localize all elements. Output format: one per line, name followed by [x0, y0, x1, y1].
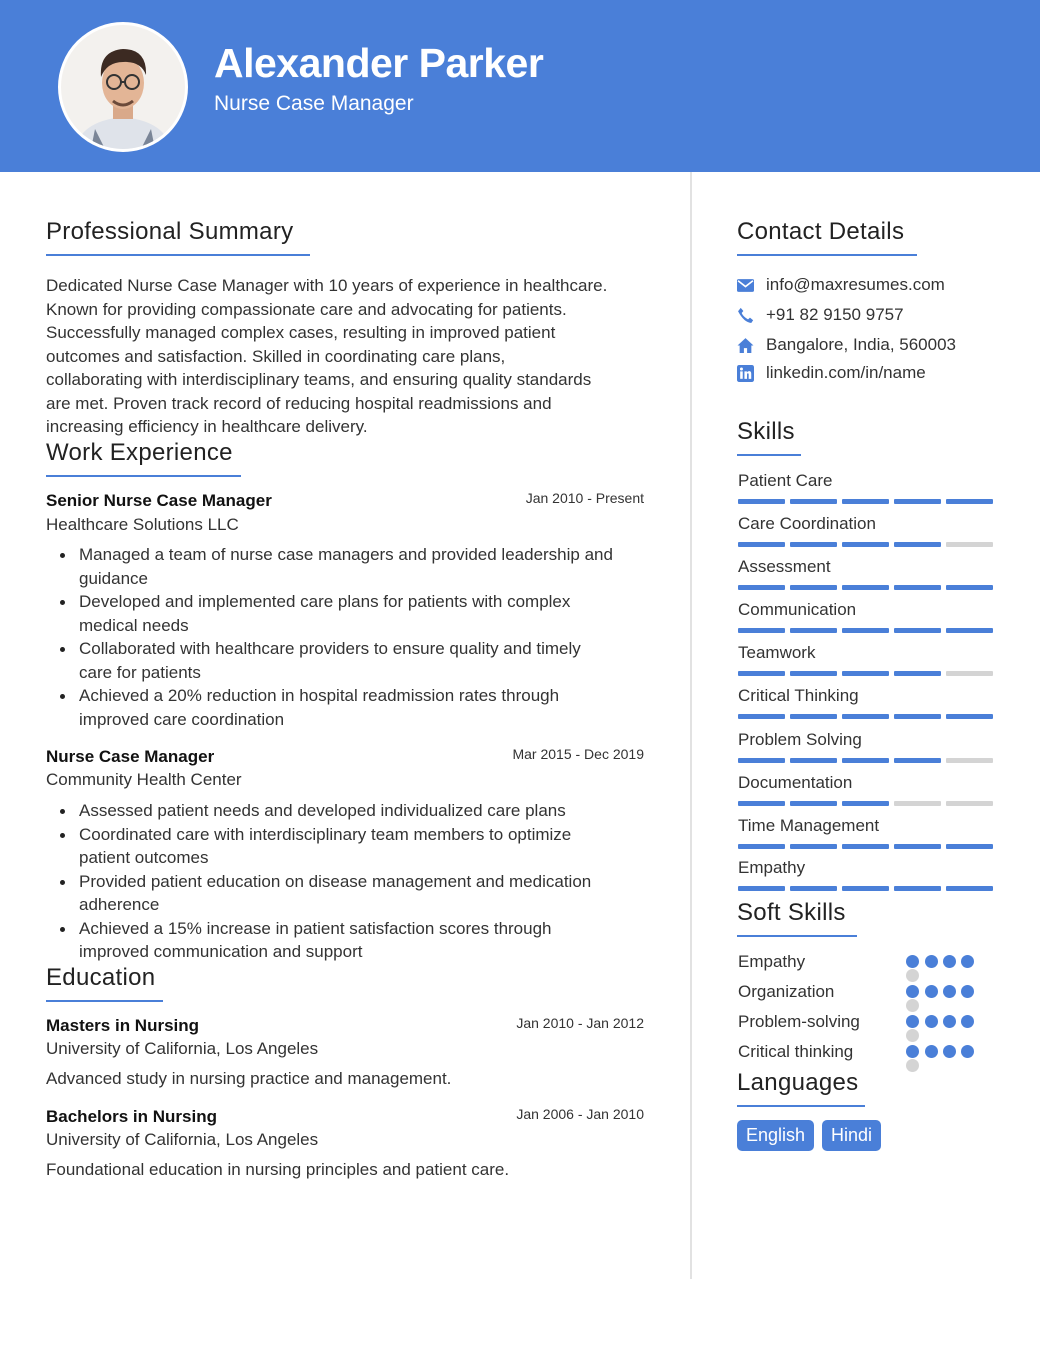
job-title: Nurse Case Manager [46, 747, 215, 766]
skill-level-bar [738, 628, 993, 633]
soft-skill-name: Empathy [738, 952, 806, 971]
skill-level-bar [738, 714, 993, 719]
rating-dot [961, 985, 974, 998]
skill-level-segment [894, 886, 941, 891]
skill-level-segment [894, 628, 941, 633]
rating-dot [925, 955, 938, 968]
soft-skill-name: Problem-solving [738, 1012, 860, 1031]
rating-dot [906, 969, 919, 982]
job-date: Jan 2010 - Present [525, 490, 644, 506]
list-item: Managed a team of nurse case managers and provided leadership and guidance [46, 543, 656, 590]
contact-linkedin[interactable] [737, 363, 926, 383]
profile-photo [58, 22, 188, 152]
rating-dot [925, 1045, 938, 1058]
summary-line: increasing efficiency in healthcare delivery. [46, 417, 368, 436]
skill-level-segment [842, 628, 889, 633]
rating-dot [906, 999, 919, 1012]
skill-level-segment [790, 585, 837, 590]
rating-dot [943, 955, 956, 968]
home-icon [737, 337, 754, 354]
skill-level-bar [738, 671, 993, 676]
list-item: Developed and implemented care plans for patients with complex medical needs [46, 590, 656, 637]
skill-level-segment [946, 844, 993, 849]
candidate-name: Alexander Parker [214, 40, 544, 86]
education-description: Foundational education in nursing principles and patient care. [46, 1160, 510, 1179]
skill-name: Time Management [738, 816, 880, 835]
rating-dot [906, 955, 919, 968]
skills-heading: Skills [737, 418, 801, 456]
rating-dot [925, 1015, 938, 1028]
soft-skill-name: Organization [738, 982, 835, 1001]
rating-dot [943, 1045, 956, 1058]
education-heading: Education [46, 964, 163, 1002]
skill-name: Problem Solving [738, 730, 862, 749]
skill-name: Documentation [738, 773, 853, 792]
skill-level-segment [894, 585, 941, 590]
list-item: Assessed patient needs and developed individualized care plans [46, 799, 656, 823]
skill-level-segment [738, 886, 785, 891]
skill-level-segment [842, 499, 889, 504]
list-item: Achieved a 15% increase in patient satisfaction scores through improved communication and support [46, 917, 656, 964]
summary-text [46, 274, 656, 439]
skill-level-segment [790, 499, 837, 504]
school-name: University of California, Los Angeles [46, 1039, 319, 1058]
job-bullet-list [46, 543, 656, 731]
skill-level-segment [738, 671, 785, 676]
summary-line: Successfully managed complex cases, resulting in improved patient [46, 323, 556, 342]
list-item: Provided patient education on disease management and medication adherence [46, 870, 656, 917]
education-description: Advanced study in nursing practice and management. [46, 1069, 452, 1088]
skill-level-segment [842, 542, 889, 547]
skill-name: Teamwork [738, 643, 816, 662]
skill-name: Communication [738, 600, 857, 619]
skill-name: Critical Thinking [738, 686, 859, 705]
skill-level-segment [738, 585, 785, 590]
skill-level-segment [738, 714, 785, 719]
skill-level-segment [842, 844, 889, 849]
contact-phone[interactable] [737, 305, 904, 325]
candidate-title: Nurse Case Manager [214, 92, 414, 115]
rating-dot [906, 1015, 919, 1028]
skill-level-segment [894, 801, 941, 806]
summary-heading: Professional Summary [46, 218, 310, 256]
email-icon [737, 277, 754, 294]
skill-level-bar [738, 499, 993, 504]
job-date: Mar 2015 - Dec 2019 [512, 746, 644, 762]
skill-level-segment [946, 758, 993, 763]
language-tag: Hindi [822, 1120, 881, 1151]
skill-level-segment [790, 886, 837, 891]
skill-level-bar [738, 844, 993, 849]
skill-level-segment [842, 585, 889, 590]
skill-level-segment [894, 542, 941, 547]
experience-heading: Work Experience [46, 439, 241, 477]
school-name: University of California, Los Angeles [46, 1130, 319, 1149]
linkedin-icon [737, 365, 754, 382]
summary-line: are met. Proven track record of reducing hospital readmissions and [46, 393, 552, 413]
summary-line: Known for providing compassionate care and advocating for patients. [46, 299, 567, 319]
summary-line: outcomes and satisfaction. Skilled in coordinating care plans, [46, 346, 506, 366]
soft-skills-heading: Soft Skills [737, 899, 857, 937]
list-item: Achieved a 20% reduction in hospital readmission rates through improved care coordination [46, 684, 656, 731]
job-bullet-list [46, 799, 656, 964]
skill-level-segment [894, 844, 941, 849]
skill-level-segment [946, 542, 993, 547]
rating-dot [906, 1029, 919, 1042]
summary-line: collaborating with interdisciplinary teams, and ensuring quality standards [46, 370, 592, 389]
skill-level-segment [738, 542, 785, 547]
skill-level-segment [790, 542, 837, 547]
skill-level-bar [738, 758, 993, 763]
skill-level-segment [894, 758, 941, 763]
skill-level-segment [738, 801, 785, 806]
education-date: Jan 2010 - Jan 2012 [516, 1015, 644, 1031]
rating-dot [943, 985, 956, 998]
skill-level-segment [842, 671, 889, 676]
resume-header [0, 0, 1040, 172]
contact-text: info@maxresumes.com [766, 275, 945, 294]
skill-level-segment [946, 801, 993, 806]
degree-title: Bachelors in Nursing [46, 1107, 217, 1126]
contact-heading: Contact Details [737, 218, 917, 256]
skill-level-segment [790, 758, 837, 763]
skill-name: Care Coordination [738, 514, 876, 533]
person-avatar-icon [61, 25, 185, 149]
skill-level-segment [894, 499, 941, 504]
skill-name: Empathy [738, 858, 806, 877]
contact-text: +91 82 9150 9757 [766, 305, 904, 324]
contact-text: Bangalore, India, 560003 [766, 335, 956, 354]
skill-level-segment [842, 758, 889, 763]
skill-level-segment [946, 671, 993, 676]
skill-level-segment [842, 801, 889, 806]
list-item: Collaborated with healthcare providers to ensure quality and timely care for patients [46, 637, 656, 684]
skill-level-segment [790, 671, 837, 676]
rating-dot [906, 1059, 919, 1072]
skill-level-segment [842, 886, 889, 891]
skill-level-bar [738, 542, 993, 547]
skill-name: Assessment [738, 557, 831, 576]
rating-dot [961, 1045, 974, 1058]
education-date: Jan 2006 - Jan 2010 [516, 1106, 644, 1122]
phone-icon [737, 307, 754, 324]
job-organization: Community Health Center [46, 770, 242, 789]
rating-dot [961, 1015, 974, 1028]
languages-heading: Languages [737, 1069, 865, 1107]
skill-level-bar [738, 801, 993, 806]
job-organization: Healthcare Solutions LLC [46, 515, 239, 534]
skill-level-segment [790, 801, 837, 806]
skill-level-segment [738, 499, 785, 504]
skill-level-segment [946, 585, 993, 590]
skill-level-segment [738, 844, 785, 849]
rating-dot [906, 985, 919, 998]
soft-skill-name: Critical thinking [738, 1042, 854, 1061]
rating-dot [943, 1015, 956, 1028]
skill-level-segment [894, 714, 941, 719]
contact-address [737, 335, 956, 355]
list-item: Coordinated care with interdisciplinary team members to optimize patient outcomes [46, 823, 656, 870]
rating-dot [925, 985, 938, 998]
skill-level-segment [946, 499, 993, 504]
column-divider [690, 172, 692, 1279]
summary-line: Dedicated Nurse Case Manager with 10 years of experience in healthcare. [46, 276, 608, 295]
skill-level-segment [946, 628, 993, 633]
rating-dot [961, 955, 974, 968]
contact-text: linkedin.com/in/name [766, 363, 926, 382]
skill-name: Patient Care [738, 471, 833, 490]
skill-level-segment [790, 628, 837, 633]
job-title: Senior Nurse Case Manager [46, 491, 272, 510]
skill-level-bar [738, 886, 993, 891]
skill-level-segment [894, 671, 941, 676]
skill-level-segment [946, 714, 993, 719]
degree-title: Masters in Nursing [46, 1016, 200, 1035]
contact-email[interactable] [737, 275, 945, 295]
skill-level-segment [738, 628, 785, 633]
skill-level-segment [790, 844, 837, 849]
skill-level-segment [842, 714, 889, 719]
skill-level-segment [738, 758, 785, 763]
skill-level-segment [790, 714, 837, 719]
rating-dot [906, 1045, 919, 1058]
language-tag: English [737, 1120, 814, 1151]
skill-level-bar [738, 585, 993, 590]
skill-level-segment [946, 886, 993, 891]
